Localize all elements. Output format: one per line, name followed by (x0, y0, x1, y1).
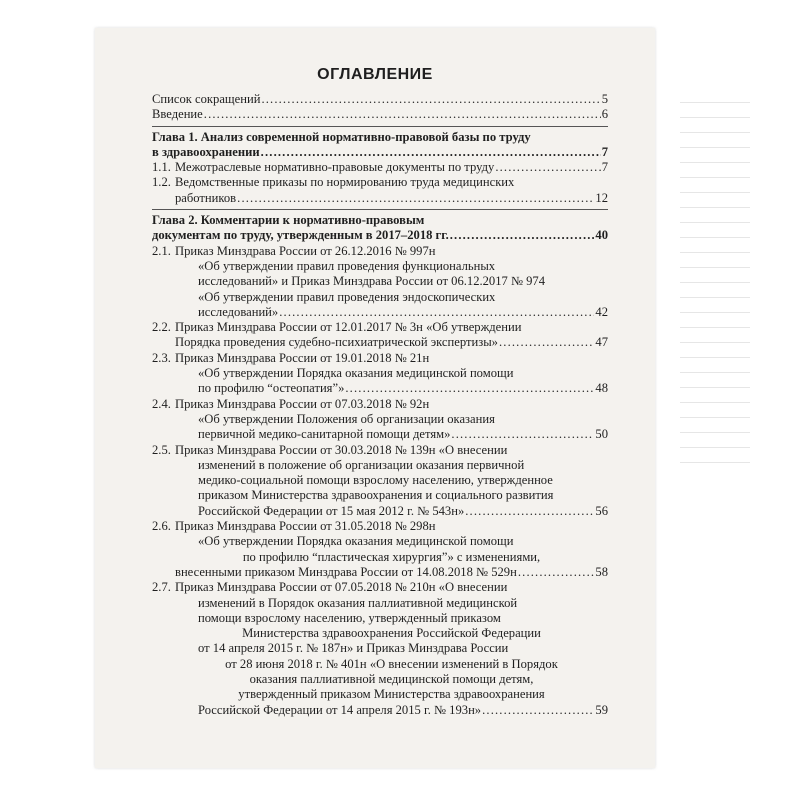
toc-entry-number: 2.1. (152, 243, 171, 258)
toc-separator (152, 209, 608, 210)
toc-separator (152, 126, 608, 127)
toc-entry-line: «Об утверждении Порядка оказания медицинской помощи (198, 366, 514, 381)
toc-entry[interactable] (152, 519, 608, 580)
toc-entry-title: внесенными приказом Минздрава России от 14.08.2018 № 529н (175, 564, 517, 579)
toc-entry-line: Глава 2. Комментарии к нормативно-правовым (152, 213, 425, 228)
toc-entry[interactable] (152, 580, 608, 718)
toc-entry-line: от 14 апреля 2015 г. № 187н» и Приказ Минздрава России (198, 641, 509, 656)
dot-leader (451, 427, 594, 442)
toc-entry-title: в здравоохранении (152, 144, 260, 159)
dot-leader (450, 228, 595, 243)
dot-leader (261, 145, 601, 160)
toc-entry[interactable] (152, 443, 608, 519)
toc-entry[interactable] (152, 160, 608, 175)
toc-entry-line: Приказ Минздрава России от 30.03.2018 № 139н «О внесении (175, 442, 508, 457)
toc-entry[interactable] (152, 130, 608, 161)
dot-leader (345, 381, 594, 396)
toc-entry[interactable] (152, 107, 608, 122)
table-of-contents (152, 92, 608, 718)
toc-entry-number: 2.2. (152, 320, 171, 335)
page-number: 56 (595, 503, 608, 518)
toc-entry-title: Российской Федерации от 15 мая 2012 г. № 543н» (198, 503, 465, 518)
toc-entry-line: Глава 1. Анализ современной нормативно-правовой базы по труду (152, 129, 531, 144)
toc-entry-line: «Об утверждении Порядка оказания медицинской помощи (198, 534, 514, 549)
toc-entry-line: Ведомственные приказы по нормированию труда медицинских (175, 175, 515, 190)
page-number: 59 (595, 702, 608, 717)
toc-entry[interactable] (152, 351, 608, 397)
toc-entry-line: Приказ Минздрава России от 07.05.2018 № 210н «О внесении (175, 580, 508, 595)
toc-entry-line: медико-социальной помощи взрослому населению, утвержденное (198, 473, 553, 488)
toc-entry-line: «Об утверждении правил проведения функциональных (198, 258, 496, 273)
page-number: 48 (595, 381, 608, 396)
toc-entry-line: изменений в Порядок оказания паллиативной медицинской (198, 595, 518, 610)
bleed-through (680, 88, 750, 468)
toc-entry-title: документам по труду, утвержденным в 2017–2018 гг. (152, 228, 449, 243)
page-number: 42 (595, 304, 608, 319)
toc-entry-line: утвержденный приказом Министерства здравоохранения (238, 687, 545, 702)
toc-entry[interactable] (152, 244, 608, 320)
page-number: 12 (595, 190, 608, 205)
page-number: 50 (595, 427, 608, 442)
page-number: 7 (601, 160, 608, 175)
toc-entry-line: по профилю “пластическая хирургия”» с изменениями, (242, 549, 541, 564)
toc-entry-line: Приказ Минздрава России от 26.12.2016 № 997н (175, 243, 436, 258)
toc-entry[interactable] (152, 320, 608, 351)
toc-entry-title: Межотраслевые нормативно-правовые документы по труду (175, 160, 495, 175)
dot-leader (204, 107, 601, 122)
toc-entry-line: исследований» и Приказ Минздрава России от 06.12.2017 № 974 (198, 274, 546, 289)
toc-entry-title: Список сокращений (152, 92, 261, 106)
toc-entry-line: приказом Министерства здравоохранения и социального развития (198, 488, 554, 503)
dot-leader (482, 703, 594, 718)
toc-entry-line: Приказ Минздрава России от 19.01.2018 № 21н (175, 350, 430, 365)
toc-entry-line: изменений в положение об организации оказания первичной (198, 457, 525, 472)
toc-entry-number: 1.2. (152, 175, 171, 190)
toc-entry-line: Министерства здравоохранения Российской Федерации (242, 626, 541, 641)
toc-entry-title: первичной медико-санитарной помощи детям» (198, 427, 451, 442)
toc-entry-number: 1.1. (152, 160, 171, 175)
toc-entry-number: 2.5. (152, 442, 171, 457)
toc-entry-title: работников (175, 190, 237, 205)
page-number: 58 (595, 564, 608, 579)
toc-entry-title: исследований» (198, 304, 279, 319)
toc-entry-line: Приказ Минздрава России от 12.01.2017 № 3н «Об утверждении (175, 320, 522, 335)
toc-entry[interactable] (152, 213, 608, 244)
page-title: ОГЛАВЛЕНИЕ (317, 66, 433, 83)
page-number: 47 (595, 335, 608, 350)
toc-entry-title: по профилю “остеопатия”» (198, 381, 345, 396)
dot-leader (499, 335, 594, 350)
page-number: 6 (601, 107, 608, 122)
dot-leader (465, 504, 594, 519)
toc-entry-number: 2.7. (152, 580, 171, 595)
toc-entry-line: «Об утверждении Положения об организации оказания (198, 411, 495, 426)
toc-entry[interactable] (152, 397, 608, 443)
toc-entry-line: Приказ Минздрава России от 31.05.2018 № 298н (175, 519, 436, 534)
toc-entry-line: Приказ Минздрава России от 07.03.2018 № 92н (175, 396, 430, 411)
toc-entry[interactable] (152, 175, 608, 206)
page-number: 7 (601, 144, 608, 159)
dot-leader (279, 305, 594, 320)
book-page (95, 28, 655, 768)
dot-leader (261, 92, 600, 107)
toc-entry-title: Введение (152, 107, 203, 122)
toc-entry-line: помощи взрослому населению, утвержденный приказом (198, 610, 501, 625)
toc-entry-number: 2.4. (152, 396, 171, 411)
toc-entry-number: 2.6. (152, 519, 171, 534)
toc-entry-title: Российской Федерации от 14 апреля 2015 г. № 193н» (198, 702, 482, 717)
toc-entry-title: Порядка проведения судебно-психиатрической экспертизы» (175, 335, 498, 350)
toc-entry[interactable] (152, 92, 608, 107)
dot-leader (518, 565, 595, 580)
toc-entry-line: от 28 июня 2018 г. № 401н «О внесении изменений в Порядок (225, 656, 558, 671)
dot-leader (495, 160, 600, 175)
page-number: 40 (595, 228, 608, 243)
toc-entry-line: оказания паллиативной медицинской помощи детям, (249, 671, 534, 686)
dot-leader (237, 191, 594, 206)
page-number: 5 (601, 92, 608, 106)
toc-entry-number: 2.3. (152, 350, 171, 365)
toc-entry-line: «Об утверждении правил проведения эндоскопических (198, 289, 496, 304)
